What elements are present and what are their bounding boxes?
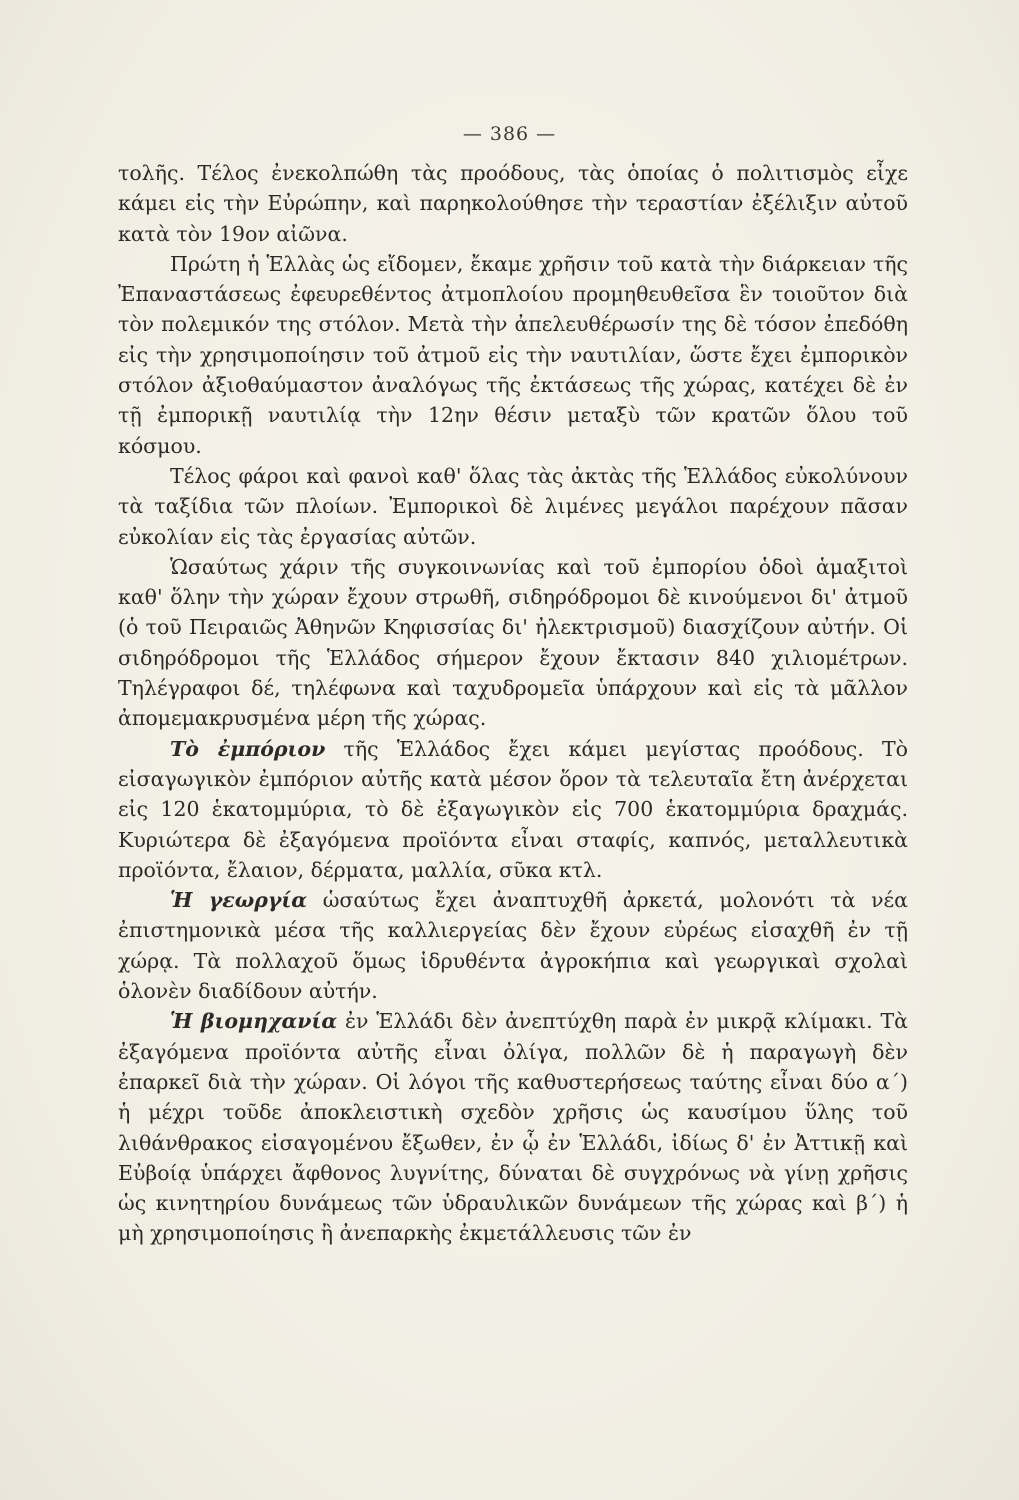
- section-lead-agriculture: Ἡ γεωργία: [170, 888, 308, 913]
- paragraph-roads-rail: [118, 552, 908, 734]
- page-number: — 386 —: [462, 123, 557, 145]
- paragraph-agriculture: [118, 885, 908, 1006]
- section-lead-commerce: Τὸ ἐμπόριον: [170, 736, 326, 761]
- body-text: [118, 158, 908, 1249]
- paragraph-navy: [118, 249, 908, 461]
- paragraph-commerce: [118, 734, 908, 885]
- paragraph-industry: [118, 1006, 908, 1248]
- paragraph-text: Πρώτη ἡ Ἑλλὰς ὡς εἴδομεν, ἔκαμε χρῆσιν τοῦ κατὰ τὴν διάρκειαν τῆς Ἐπαναστάσεως ἐφευρεθέντος ἀτμοπλοίου προμηθευθεῖσα ἓν τοιοῦτον διὰ τὸν πολεμικόν της στόλον. Μετὰ τὴν ἀπελευθέρωσίν της δὲ τόσον ἐπεδόθη εἰς τὴν χρησιμοποίησιν τοῦ ἀτμοῦ εἰς τὴν ναυτιλίαν, ὥστε ἔχει ἐμπορικὸν στόλον ἀξιοθαύμαστον ἀναλόγως τῆς ἐκτάσεως τῆς χώρας, κατέχει δὲ ἐν τῇ ἐμπορικῇ ναυτιλίᾳ τὴν 12ην θέσιν μεταξὺ τῶν κρατῶν ὅλου τοῦ κόσμου.: [118, 251, 908, 458]
- paragraph-text: τολῆς. Τέλος ἐνεκολπώθη τὰς προόδους, τὰς ὁποίας ὁ πολιτισμὸς εἶχε κάμει εἰς τὴν Εὐρώπην, καὶ παρηκολούθησε τὴν τεραστίαν ἐξέλιξιν αὐτοῦ κατὰ τὸν 19ον αἰῶνα.: [118, 161, 908, 246]
- paragraph-text: Ὡσαύτως χάριν τῆς συγκοινωνίας καὶ τοῦ ἐμπορίου ὁδοὶ ἁμαξιτοὶ καθ' ὅλην τὴν χώραν ἔχουν στρωθῆ, σιδηρόδρομοι δὲ κινούμενοι δι' ἀτμοῦ (ὁ τοῦ Πειραιῶς Ἀθηνῶν Κηφισσίας δι' ἠλεκτρισμοῦ) διασχίζουν αὐτήν. Οἱ σιδηρόδρομοι τῆς Ἑλλάδος σήμερον ἔχουν ἔκτασιν 840 χιλιομέτρων. Τηλέγραφοι δέ, τηλέφωνα καὶ ταχυδρομεῖα ὑπάρχουν καὶ εἰς τὰ μᾶλλον ἀπομεμακρυσμένα μέρη τῆς χώρας.: [118, 554, 908, 731]
- paragraph-text: ἐν Ἑλλάδι δὲν ἀνεπτύχθη παρὰ ἐν μικρᾷ κλίμακι. Τὰ ἐξαγόμενα προϊόντα αὐτῆς εἶναι ὀλίγα, πολλῶν δὲ ἡ παραγωγὴ δὲν ἐπαρκεῖ διὰ τὴν χώραν. Οἱ λόγοι τῆς καθυστερήσεως ταύτης εἶναι δύο α΄) ἡ μέχρι τοῦδε ἀποκλειστικὴ σχεδὸν χρῆσις ὡς καυσίμου ὕλης τοῦ λιθάνθρακος εἰσαγομένου ἔξωθεν, ἐν ᾧ ἐν Ἑλλάδι, ἰδίως δ' ἐν Ἀττικῇ καὶ Εὐβοίᾳ ὑπάρχει ἄφθονος λυγνίτης, δύναται δὲ συγχρόνως νὰ γίνῃ χρῆσις ὡς κινητηρίου δυνάμεως τῶν ὑδραυλικῶν δυνάμεων τῆς χώρας καὶ β΄) ἡ μὴ χρησιμοποίησις ἢ ἀνεπαρκὴς ἐκμετάλλευσις τῶν ἐν: [118, 1009, 908, 1246]
- paragraph-lighthouses: [118, 461, 908, 552]
- paragraph-text: Τέλος φάροι καὶ φανοὶ καθ' ὅλας τὰς ἀκτὰς τῆς Ἑλλάδος εὐκολύνουν τὰ ταξίδια τῶν πλοίων. Ἐμπορικοὶ δὲ λιμένες μεγάλοι παρέχουν πᾶσαν εὐκολίαν εἰς τὰς ἐργασίας αὐτῶν.: [118, 463, 908, 549]
- paragraph-text: τῆς Ἑλλάδος ἔχει κάμει μεγίστας προόδους. Τὸ εἰσαγωγικὸν ἐμπόριον αὐτῆς κατὰ μέσον ὅρον τὰ τελευταῖα ἔτη ἀνέρχεται εἰς 120 ἑκατομμύρια, τὸ δὲ ἐξαγωγικὸν εἰς 700 ἑκατομμύρια δραχμάς. Κυριώτερα δὲ ἐξαγόμενα προϊόντα εἶναι σταφίς, καπνός, μεταλλευτικὰ προϊόντα, ἔλαιον, δέρματα, μαλλία, σῦκα κτλ.: [118, 736, 908, 882]
- paragraph-text: ὡσαύτως ἔχει ἀναπτυχθῆ ἀρκετά, μολονότι τὰ νέα ἐπιστημονικὰ μέσα τῆς καλλιεργείας δὲν ἔχουν εὐρέως εἰσαχθῆ ἐν τῇ χώρᾳ. Τὰ πολλαχοῦ ὅμως ἱδρυθέντα ἀγροκήπια καὶ γεωργικαὶ σχολαὶ ὁλονὲν διαδίδουν αὐτήν.: [118, 888, 908, 1004]
- section-lead-industry: Ἡ βιομηχανία: [170, 1009, 338, 1034]
- paragraph-continuation: [118, 158, 908, 249]
